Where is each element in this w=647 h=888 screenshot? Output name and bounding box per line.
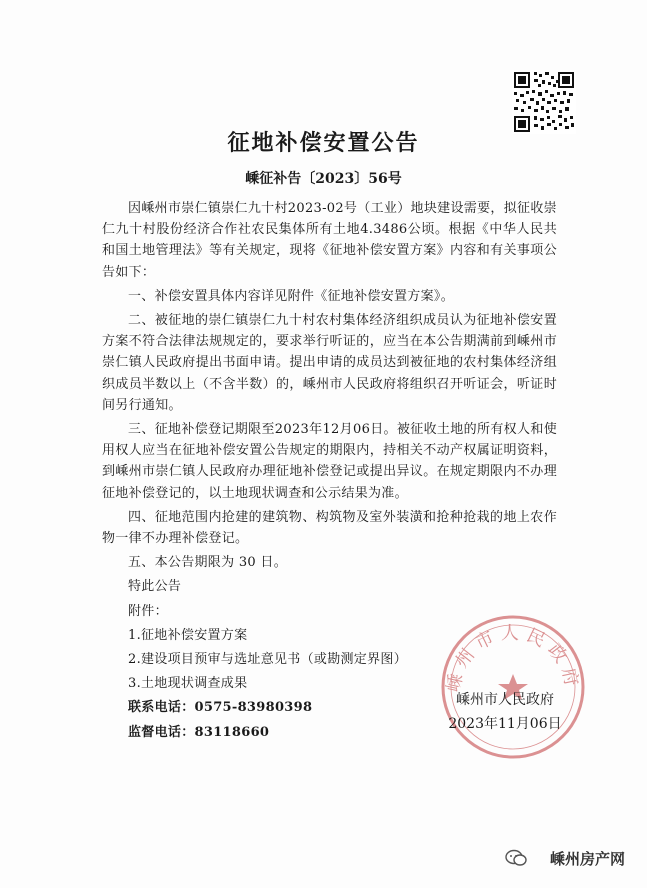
item-4: 四、征地范围内抢建的建筑物、构筑物及室外装潢和抢种抢栽的地上农作物一律不办理补偿登记。 (102, 509, 557, 547)
item-1: 一、补偿安置具体内容详见附件《征地补偿安置方案》。 (128, 288, 455, 304)
page-title: 征地补偿安置公告 (227, 130, 420, 156)
closing-text: 特此公告 (128, 579, 182, 595)
attachments-label: 附件： (128, 603, 168, 619)
item-2: 二、被征地的崇仁镇崇仁九十村农村集体经济组织成员认为征地补偿安置方案不符合法律法规规定的，要求举行听证的，应当在本公告期满前到嵊州市崇仁镇人民政府提出书面申请。提出申请的成员达到被征地的农村集体经济组织成员半数以上（不含半数）的，嵊州市人民政府将组织召开听证会，听证时间另行通知。 (102, 313, 557, 413)
item-3: 三、征地补偿登记期限至2023年12月06日。被征收土地的所有权人和使用权人应当在征地补偿安置公告规定的期限内，持相关不动产权属证明资料，到嵊州市崇仁镇人民政府办理征地补偿登记或提出异议。在规定期限内不办理征地补偿登记的，以土地现状调查和公示结果为准。 (102, 422, 557, 501)
svg-text:嵊州市人民政府: 嵊州市人民政府 (443, 623, 583, 694)
supervision-phone: 监督电话：83118660 (128, 724, 270, 740)
wechat-icon (505, 849, 527, 867)
contact-phone: 联系电话：0575-83980398 (128, 700, 313, 716)
intro-paragraph: 因嵊州市崇仁镇崇仁九十村2023-02号（工业）地块建设需要，拟征收崇仁九十村股份经济合作社农民集体所有土地4.3486公顷。根据《中华人民共和国土地管理法》等有关规定，现将《征地补偿安置方案》内容和有关事项公告如下： (102, 201, 557, 280)
issuer-name: 嵊州市人民政府 (456, 692, 554, 708)
watermark-text: 嵊州房产网 (549, 850, 625, 868)
attachment-item: 1.征地补偿安置方案 (128, 627, 248, 643)
document-number: 嵊征补告〔2023〕56号 (245, 171, 402, 187)
issue-date: 2023年11月06日 (448, 716, 562, 732)
attachment-item: 3.土地现状调查成果 (128, 676, 248, 692)
qr-code[interactable] (512, 70, 576, 134)
official-seal (438, 612, 588, 762)
item-5: 五、本公告期限为 30 日。 (128, 555, 288, 571)
attachment-item: 2.建设项目预审与选址意见书（或勘测定界图） (128, 652, 408, 668)
